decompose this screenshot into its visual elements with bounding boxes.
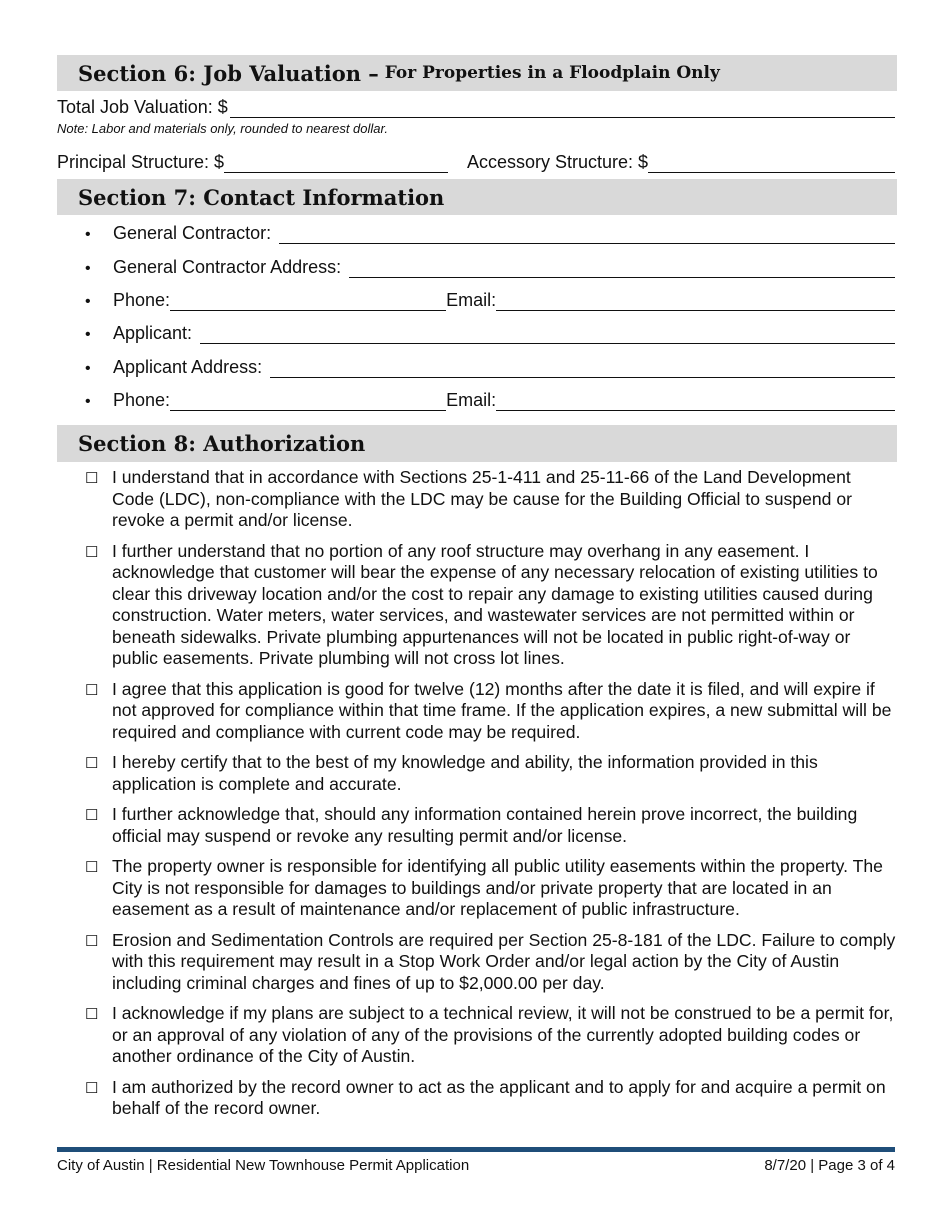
email-label: Email:: [446, 390, 497, 410]
section-6-subtitle: For Properties in a Floodplain Only: [384, 63, 720, 83]
bullet-icon: •: [85, 260, 91, 277]
footer-document-title: City of Austin | Residential New Townhouse Permit Application: [57, 1157, 470, 1174]
section-7-title: Section 7: Contact Information: [78, 184, 445, 210]
contractor-address-row: [85, 257, 895, 278]
checkbox-icon[interactable]: ☐: [85, 1079, 99, 1097]
principal-structure-field[interactable]: [224, 154, 448, 173]
principal-structure-label: Principal Structure: $: [57, 152, 225, 172]
authorization-item: [85, 541, 897, 670]
applicant-phone-email-row: [85, 390, 895, 411]
checkbox-icon[interactable]: ☐: [85, 543, 99, 561]
authorization-text: I understand that in accordance with Sections 25-1-411 and 25-11-66 of the Land Development Code (LDC), non-compliance with the LDC may be cause for the Building Official to suspend or revoke a permit and/or license.: [112, 467, 852, 530]
phone-label: Phone:: [113, 290, 171, 310]
valuation-note: Note: Labor and materials only, rounded to nearest dollar.: [57, 121, 388, 136]
accessory-structure-row: [467, 152, 895, 173]
authorization-text: I further acknowledge that, should any information contained herein prove incorrect, the building official may suspend or revoke any resulting permit and/or license.: [112, 804, 858, 846]
authorization-item: [85, 752, 897, 795]
section-6-header: [57, 55, 897, 91]
applicant-address-label: Applicant Address:: [113, 357, 263, 377]
email-label: Email:: [446, 290, 497, 310]
authorization-item: [85, 1003, 897, 1068]
applicant-field[interactable]: [200, 325, 895, 344]
authorization-list: [85, 467, 897, 1129]
authorization-text: I acknowledge if my plans are subject to a technical review, it will not be construed to be a permit for, or an approval of any violation of any of the provisions of the currently adopted building codes or another ordinance of the City of Austin.: [112, 1003, 894, 1066]
total-valuation-row: [57, 97, 895, 118]
footer-page-number: 8/7/20 | Page 3 of 4: [764, 1157, 895, 1174]
bullet-icon: •: [85, 293, 91, 310]
total-valuation-label: Total Job Valuation: $: [57, 97, 228, 117]
accessory-structure-field[interactable]: [648, 154, 895, 173]
checkbox-icon[interactable]: ☐: [85, 470, 99, 487]
contractor-row: [85, 223, 895, 244]
contractor-label: General Contractor:: [113, 223, 272, 243]
section-8-title: Section 8: Authorization: [78, 431, 366, 456]
bullet-icon: •: [85, 360, 91, 377]
section-8-header: [57, 425, 897, 462]
section-6-title: Section 6: Job Valuation –: [78, 60, 379, 86]
principal-structure-row: [57, 152, 448, 173]
contractor-field[interactable]: [279, 225, 895, 244]
authorization-item: [85, 930, 897, 995]
accessory-structure-label: Accessory Structure: $: [467, 152, 649, 172]
applicant-phone-field[interactable]: [170, 392, 446, 411]
applicant-label: Applicant:: [113, 323, 193, 343]
bullet-icon: •: [85, 226, 91, 243]
bullet-icon: •: [85, 393, 91, 410]
contractor-phone-email-row: [85, 290, 895, 311]
footer-rule: [57, 1147, 895, 1152]
contractor-address-label: General Contractor Address:: [113, 257, 342, 277]
bullet-icon: •: [85, 326, 91, 343]
authorization-text: I am authorized by the record owner to act as the applicant and to apply for and acquire a permit on behalf of the record owner.: [112, 1076, 886, 1118]
authorization-item: [85, 679, 897, 744]
total-valuation-field[interactable]: [230, 99, 895, 118]
contractor-address-field[interactable]: [349, 259, 895, 278]
checkbox-icon[interactable]: ☐: [85, 932, 99, 950]
checkbox-icon[interactable]: ☐: [85, 859, 99, 876]
authorization-text: I hereby certify that to the best of my knowledge and ability, the information provided in this application is complete and accurate.: [112, 752, 818, 794]
applicant-row: [85, 323, 895, 344]
checkbox-icon[interactable]: ☐: [85, 807, 99, 824]
checkbox-icon[interactable]: ☐: [85, 681, 99, 699]
applicant-address-field[interactable]: [270, 359, 895, 378]
section-7-header: [57, 179, 897, 215]
authorization-item: [85, 804, 897, 847]
applicant-email-field[interactable]: [496, 392, 895, 411]
authorization-item: [85, 467, 897, 532]
authorization-text: I further understand that no portion of any roof structure may overhang in any easement. I acknowledge that customer will bear the expense of any necessary relocation of existing utilities to clear this driveway location and/or the cost to repair any damage to existing utilities caused during construction. Water meters, water services, and wastewater services are not permitted within or beneath sidewalks. Private plumbing appurtenances will not be located in public right-of-way or public easements. Private plumbing will not cross lot lines.: [112, 540, 878, 668]
contractor-email-field[interactable]: [496, 292, 895, 311]
authorization-text: The property owner is responsible for identifying all public utility easements within the property. The City is not responsible for damages to buildings and/or private property that are located in an easement as a result of maintenance and/or replacement of public infrastructure.: [112, 856, 883, 919]
authorization-item: [85, 1077, 897, 1120]
checkbox-icon[interactable]: ☐: [85, 1006, 99, 1023]
authorization-item: [85, 856, 897, 921]
authorization-text: I agree that this application is good for twelve (12) months after the date it is filed, and will expire if not approved for compliance within that time frame. If the application expires, a new submittal will be required and compliance with current code may be required.: [112, 678, 892, 742]
authorization-text: Erosion and Sedimentation Controls are required per Section 25-8-181 of the LDC. Failure to comply with this requirement may result in a Stop Work Order and/or legal action by the City of Austin including criminal charges and fines of up to $2,000.00 per day.: [112, 929, 896, 993]
checkbox-icon[interactable]: ☐: [85, 755, 99, 772]
contractor-phone-field[interactable]: [170, 292, 446, 311]
phone-label: Phone:: [113, 390, 171, 410]
applicant-address-row: [85, 357, 895, 378]
